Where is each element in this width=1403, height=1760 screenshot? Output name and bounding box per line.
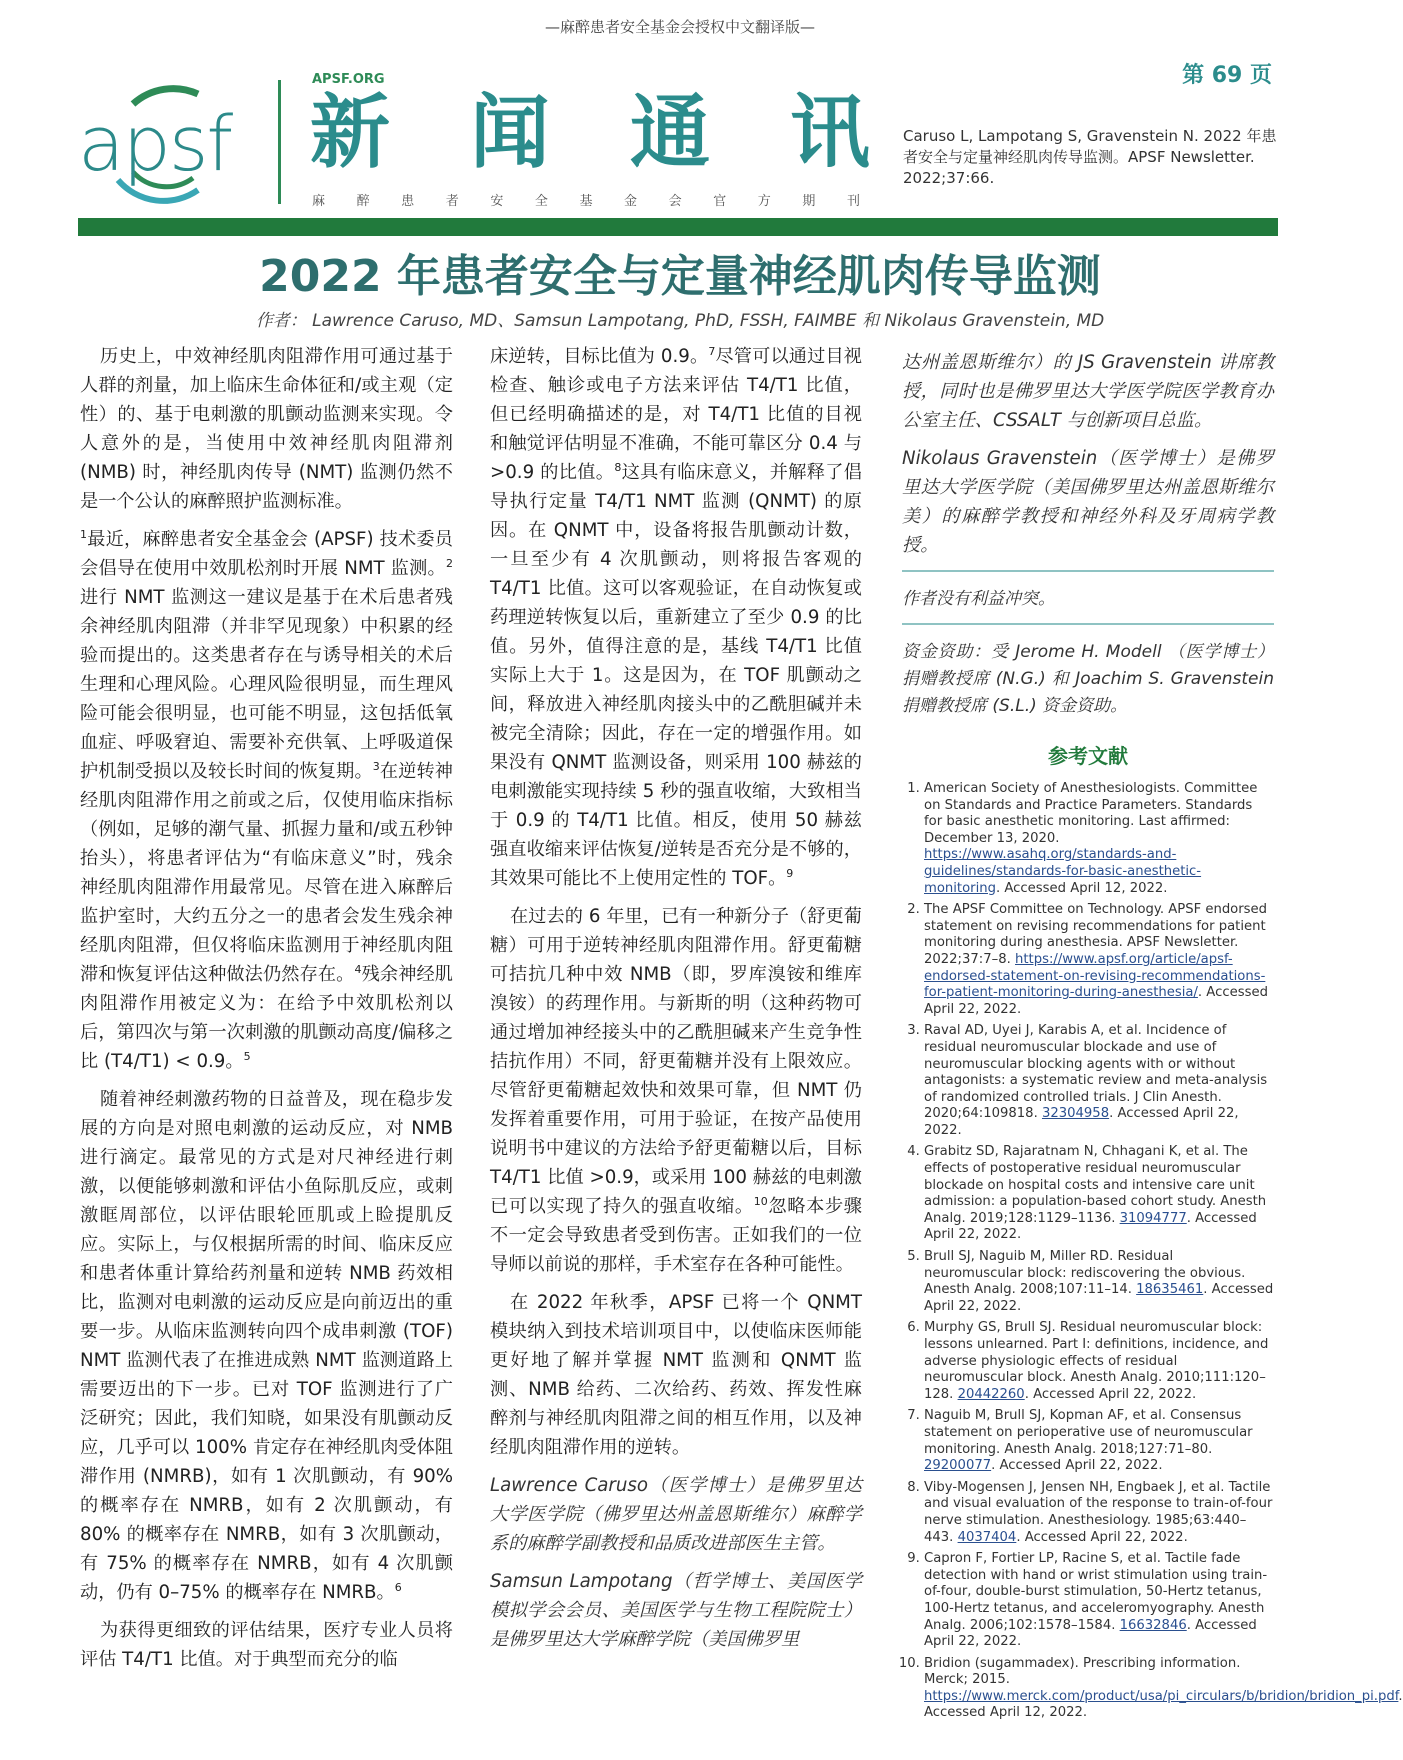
reference-item: 7. Naguib M, Brull SJ, Kopman AF, et al. Consensus statement on perioperative use of neuromuscular monitoring. Anesth Analg. 2018;127:71–80. 29200077. Accessed April 22, 2022. xyxy=(924,1408,1274,1474)
masthead-tagline xyxy=(312,190,860,209)
references-list xyxy=(902,781,1403,1722)
reference-link[interactable]: 16632846 xyxy=(1119,1617,1187,1633)
masthead-char: 讯 xyxy=(790,85,870,179)
site-link[interactable]: APSF.ORG xyxy=(312,72,385,87)
paragraph: 历史上，中效神经肌肉阻滞作用可通过基于人群的剂量，加上临床生命体征和/或主观（定性）的、基于电刺激的肌颤动监测来实现。令人意外的是，当使用中效神经肌肉阻滞剂 (NMB) 时，神经肌肉传导 (NMT) 监测仍然不是一个公认的麻醉照护监测标准。 xyxy=(80,346,453,512)
reference-link[interactable]: 29200077 xyxy=(924,1458,992,1474)
apsf-logo[interactable] xyxy=(78,82,256,202)
reference-link[interactable]: https://www.apsf.org/article/apsf-endorsed-statement-on-revising-recommendations-for-patient-monitoring-during-anesthesia/ xyxy=(924,951,1266,1001)
logo-wordmark: apsf xyxy=(78,99,232,188)
column-3 xyxy=(902,348,1403,1727)
reference-item: 3. Raval AD, Uyei J, Karabis A, et al. Incidence of residual neuromuscular blockade and use of neuromuscular blocking agents with or without antagonists: a systematic review and meta-analysis of randomized controlled trials. J Clin Anesth. 2020;64:109818. 32304958. Accessed April 22, 2022. xyxy=(924,1023,1274,1139)
tagline-char: 方 xyxy=(757,194,771,209)
paragraph: 床逆转，目标比值为 0.9。$^7$尽管可以通过目视检查、触诊或电子方法来评估 T4/T1 比值，但已经明确描述的是，对 T4/T1 比值的目视和触觉评估明显不准确，不能可靠区分 0.4 与 >0.9 的比值。$^8$这具有临床意义，并解释了倡导执行定量 T4/T1 NMT 监测 (QNMT) 的原因。在 QNMT 中，设备将报告肌颤动计数，一旦至少有 4 次肌颤动，则将报告客观的 T4/T1 比值。这可以客观验证，在自动恢复或药理逆转恢复以后，重新建立了至少 0.9 的比值。另外，值得注意的是，基线 T4/T1 比值实际上大于 1。这是因为，在 TOF 肌颤动之间，释放进入神经肌肉接头中的乙酰胆碱并未被完全清除；因此，存在一定的增强作用。如果没有 QNMT 监测设备，则采用 100 赫兹的电刺激能实现持续 5 秒的强直收缩，大致相当于 0.9 的 T4/T1 比值。相反，使用 50 赫兹强直收缩来评估恢复/逆转是否充分是不够的，其效果可能比不上使用定性的 TOF。$^9$ xyxy=(490,344,862,889)
article-title: 2022 年患者安全与定量神经肌肉传导监测 xyxy=(259,251,1101,302)
reference-item: 5. Brull SJ, Naguib M, Miller RD. Residual neuromuscular block: rediscovering the obvious. Anesth Analg. 2008;107:11–14. 18635461. Accessed April 22, 2022. xyxy=(924,1249,1274,1315)
author-bio: Lawrence Caruso（医学博士）是佛罗里达大学医学院（佛罗里达州盖恩斯维尔）麻醉学系的麻醉学副教授和品质改进部医生主管。 xyxy=(490,1475,862,1554)
author-bio: Samsun Lampotang（哲学博士、美国医学模拟学会会员、美国医学与生物工程院院士）是佛罗里达大学麻醉学院（美国佛罗里 xyxy=(490,1571,862,1650)
reference-link[interactable]: 32304958 xyxy=(1041,1106,1110,1122)
paragraph: $^1$最近，麻醉患者安全基金会 (APSF) 技术委员会倡导在使用中效肌松剂时开展 NMT 监测。$^2$进行 NMT 监测这一建议是基于在术后患者残余神经肌肉阻滞（并非罕见现象）中积累的经验而提出的。这类患者存在与诱导相关的术后生理和心理风险。心理风险很明显，而生理风险可能会很明显，也可能不明显，这包括低氧血症、呼吸窘迫、需要补充供氧、上呼吸道保护机制受损以及较长时间的恢复期。$^3$在逆转神经肌肉阻滞作用之前或之后，仅使用临床指标（例如，足够的潮气量、抓握力量和/或五秒钟抬头），将患者评估为“有临床意义”时，残余神经肌肉阻滞作用最常见。尽管在进入麻醉后监护室时，大约五分之一的患者会发生残余神经肌肉阻滞，但仅将临床监测用于神经肌肉阻滞和恢复评估这种做法仍然存在。$^4$残余神经肌肉阻滞作用被定义为：在给予中效肌松剂以后，第四次与第一次刺激的肌颤动高度/偏移之比 (T4/T1) < 0.9。$^5$ xyxy=(80,527,453,1072)
reference-link[interactable]: 31094777 xyxy=(1119,1210,1187,1226)
tagline-char: 金 xyxy=(624,194,638,209)
masthead-divider xyxy=(278,80,281,204)
reference-link[interactable]: https://www.merck.com/product/usa/pi_circulars/b/bridion/bridion_pi.pdf xyxy=(924,1688,1399,1704)
header-bar xyxy=(78,218,1278,236)
tagline-char: 期 xyxy=(802,194,816,209)
reference-item: 9. Capron F, Fortier LP, Racine S, et al. Tactile fade detection with hand or wrist stimulation using train-of-four, double-burst stimulation, 50-Hertz tetanus, 100-Hertz tetanus, and acceleromyography. Anesth Analg. 2006;102:1578–1584. 16632846. Accessed April 22, 2022. xyxy=(924,1551,1274,1651)
reference-item: 10. Bridion (sugammadex). Prescribing information. Merck; 2015. https://www.merck.com/product/usa/pi_circulars/b/bridion/bridion_pi.pdf. Accessed April 12, 2022. xyxy=(924,1656,1274,1722)
tagline-char: 基 xyxy=(579,194,593,209)
tagline-char: 醉 xyxy=(356,194,370,209)
reference-item: 8. Viby-Mogensen J, Jensen NH, Engbaek J, et al. Tactile and visual evaluation of the response to train-of-four nerve stimulation. Anesthesiology. 1985;63:440–443. 4037404. Accessed April 22, 2022. xyxy=(924,1480,1274,1546)
reference-link[interactable]: 18635461 xyxy=(1136,1282,1204,1298)
divider xyxy=(902,570,1274,572)
funding: 资金资助：受 Jerome H. Modell （医学博士）捐赠教授席 (N.G.) 和 Joachim S. Gravenstein 捐赠教授席 (S.L.) 资金资助。 xyxy=(902,642,1274,716)
masthead-title xyxy=(310,85,870,179)
tagline-char: 患 xyxy=(401,194,415,209)
paragraph: 随着神经刺激药物的日益普及，现在稳步发展的方向是对照电刺激的运动反应，对 NMB 进行滴定。最常见的方式是对尺神经进行刺激，以便能够刺激和评估小鱼际肌反应，或刺激眶周部位，以评估眼轮匝肌或上睑提肌反应。实际上，与仅根据所需的时间、临床反应和患者体重计算给药剂量和逆转 NMB 药效相比，监测对电刺激的运动反应是向前迈出的重要一步。从临床监测转向四个成串刺激 (TOF) NMT 监测代表了在推进成熟 NMT 监测道路上需要迈出的下一步。已对 TOF 监测进行了广泛研究；因此，我们知晓，如果没有肌颤动反应，几乎可以 100% 肯定存在神经肌肉受体阻滞作用 (NMRB)，如有 1 次肌颤动，有 90% 的概率存在 NMRB，如有 2 次肌颤动，有 80% 的概率存在 NMRB，如有 3 次肌颤动，有 75% 的概率存在 NMRB，如有 4 次肌颤动，仍有 0–75% 的概率存在 NMRB。$^6$ xyxy=(80,1089,453,1603)
reference-item: 2. The APSF Committee on Technology. APSF endorsed statement on revising recommendations for patient monitoring during anesthesia. APSF Newsletter. 2022;37:7–8. https://www.apsf.org/article/apsf-endorsed-statement-on-revising-recommendations-for-patient-monitoring-during-anesthesia/. Accessed April 22, 2022. xyxy=(924,902,1274,1018)
masthead-char: 通 xyxy=(630,85,710,179)
paragraph: 在 2022 年秋季，APSF 已将一个 QNMT 模块纳入到技术培训项目中，以使临床医师能更好地了解并掌握 NMT 监测和 QNMT 监测、NMB 给药、二次给药、药效、挥发性麻醉剂与神经肌肉阻滞之间的相互作用，以及神经肌肉阻滞作用的逆转。 xyxy=(490,1292,862,1458)
article-authors: 作者： Lawrence Caruso, MD、Samsun Lampotang, PhD, FSSH, FAIMBE 和 Nikolaus Gravenstein, MD xyxy=(255,311,1105,331)
divider xyxy=(902,623,1274,625)
disclosure: 作者没有利益冲突。 xyxy=(902,589,1055,609)
masthead-char: 新 xyxy=(310,85,390,179)
reference-item: 1. American Society of Anesthesiologists. Committee on Standards and Practice Parameters. Standards for basic anesthetic monitoring. Last affirmed: December 13, 2020. https://www.asahq.org/standards-and-guidelines/standards-for-basic-anesthetic-monitoring. Accessed April 12, 2022. xyxy=(924,781,1274,897)
references-heading: 参考文献 xyxy=(1048,744,1128,768)
tagline-char: 安 xyxy=(490,194,504,209)
tagline-char: 官 xyxy=(713,194,727,209)
tagline-char: 全 xyxy=(534,194,548,209)
tagline-char: 麻 xyxy=(312,194,326,209)
paragraph: 在过去的 6 年里，已有一种新分子（舒更葡糖）可用于逆转神经肌肉阻滞作用。舒更葡糖可拮抗几种中效 NMB（即，罗库溴铵和维库溴铵）的药理作用。与新斯的明（这种药物可通过增加神经接头中的乙酰胆碱来产生竞争性拮抗作用）不同，舒更葡糖并没有上限效应。尽管舒更葡糖起效快和效果可靠，但 NMT 仍发挥着重要作用，可用于验证，在按产品使用说明书中建议的方法给予舒更葡糖以后，目标 T4/T1 比值 >0.9，或采用 100 赫兹的电刺激已可以实现了持久的强直收缩。$^{10}$忽略本步骤不一定会导致患者受到伤害。正如我们的一位导师以前说的那样，手术室存在各种可能性。 xyxy=(490,906,862,1275)
reference-item: 4. Grabitz SD, Rajaratnam N, Chhagani K, et al. The effects of postoperative residual neuromuscular blockade on hospital costs and intensive care unit admission: a population-based cohort study. Anesth Analg. 2019;128:1129–1136. 31094777. Accessed April 22, 2022. xyxy=(924,1144,1274,1244)
masthead-char: 闻 xyxy=(470,85,550,179)
column-2 xyxy=(490,342,862,1663)
article-citation: Caruso L, Lampotang S, Gravenstein N. 2022 年患者安全与定量神经肌肉传导监测。APSF Newsletter. 2022;37:66. xyxy=(903,127,1277,187)
author-bio: Nikolaus Gravenstein（医学博士）是佛罗里达大学医学院（美国佛罗里达州盖恩斯维尔美）的麻醉学教授和神经外科及牙周病学教授。 xyxy=(902,448,1274,556)
paragraph: 为获得更细致的评估结果，医疗专业人员将评估 T4/T1 比值。对于典型而充分的临 xyxy=(80,1620,453,1670)
reference-link[interactable]: 20442260 xyxy=(957,1386,1025,1402)
tagline-char: 者 xyxy=(445,194,459,209)
reference-link[interactable]: https://www.asahq.org/standards-and-guidelines/standards-for-basic-anesthetic-monitoring xyxy=(924,847,1202,896)
reference-link[interactable]: 4037404 xyxy=(957,1529,1017,1545)
translation-note: —麻醉患者安全基金会授权中文翻译版— xyxy=(544,18,815,36)
column-1 xyxy=(80,342,453,1683)
tagline-char: 会 xyxy=(668,194,682,209)
author-bio: 达州盖恩斯维尔）的 JS Gravenstein 讲席教授，同时也是佛罗里达大学医学院医学教育办公室主任、CSSALT 与创新项目总监。 xyxy=(902,352,1274,431)
page-number: 第 69 页 xyxy=(1182,63,1272,88)
reference-item: 6. Murphy GS, Brull SJ. Residual neuromuscular block: lessons unlearned. Part I: definitions, incidence, and adverse physiologic effects of residual neuromuscular block. Anesth Analg. 2010;111:120–128. 20442260. Accessed April 22, 2022. xyxy=(924,1320,1274,1403)
tagline-char: 刊 xyxy=(846,194,860,209)
